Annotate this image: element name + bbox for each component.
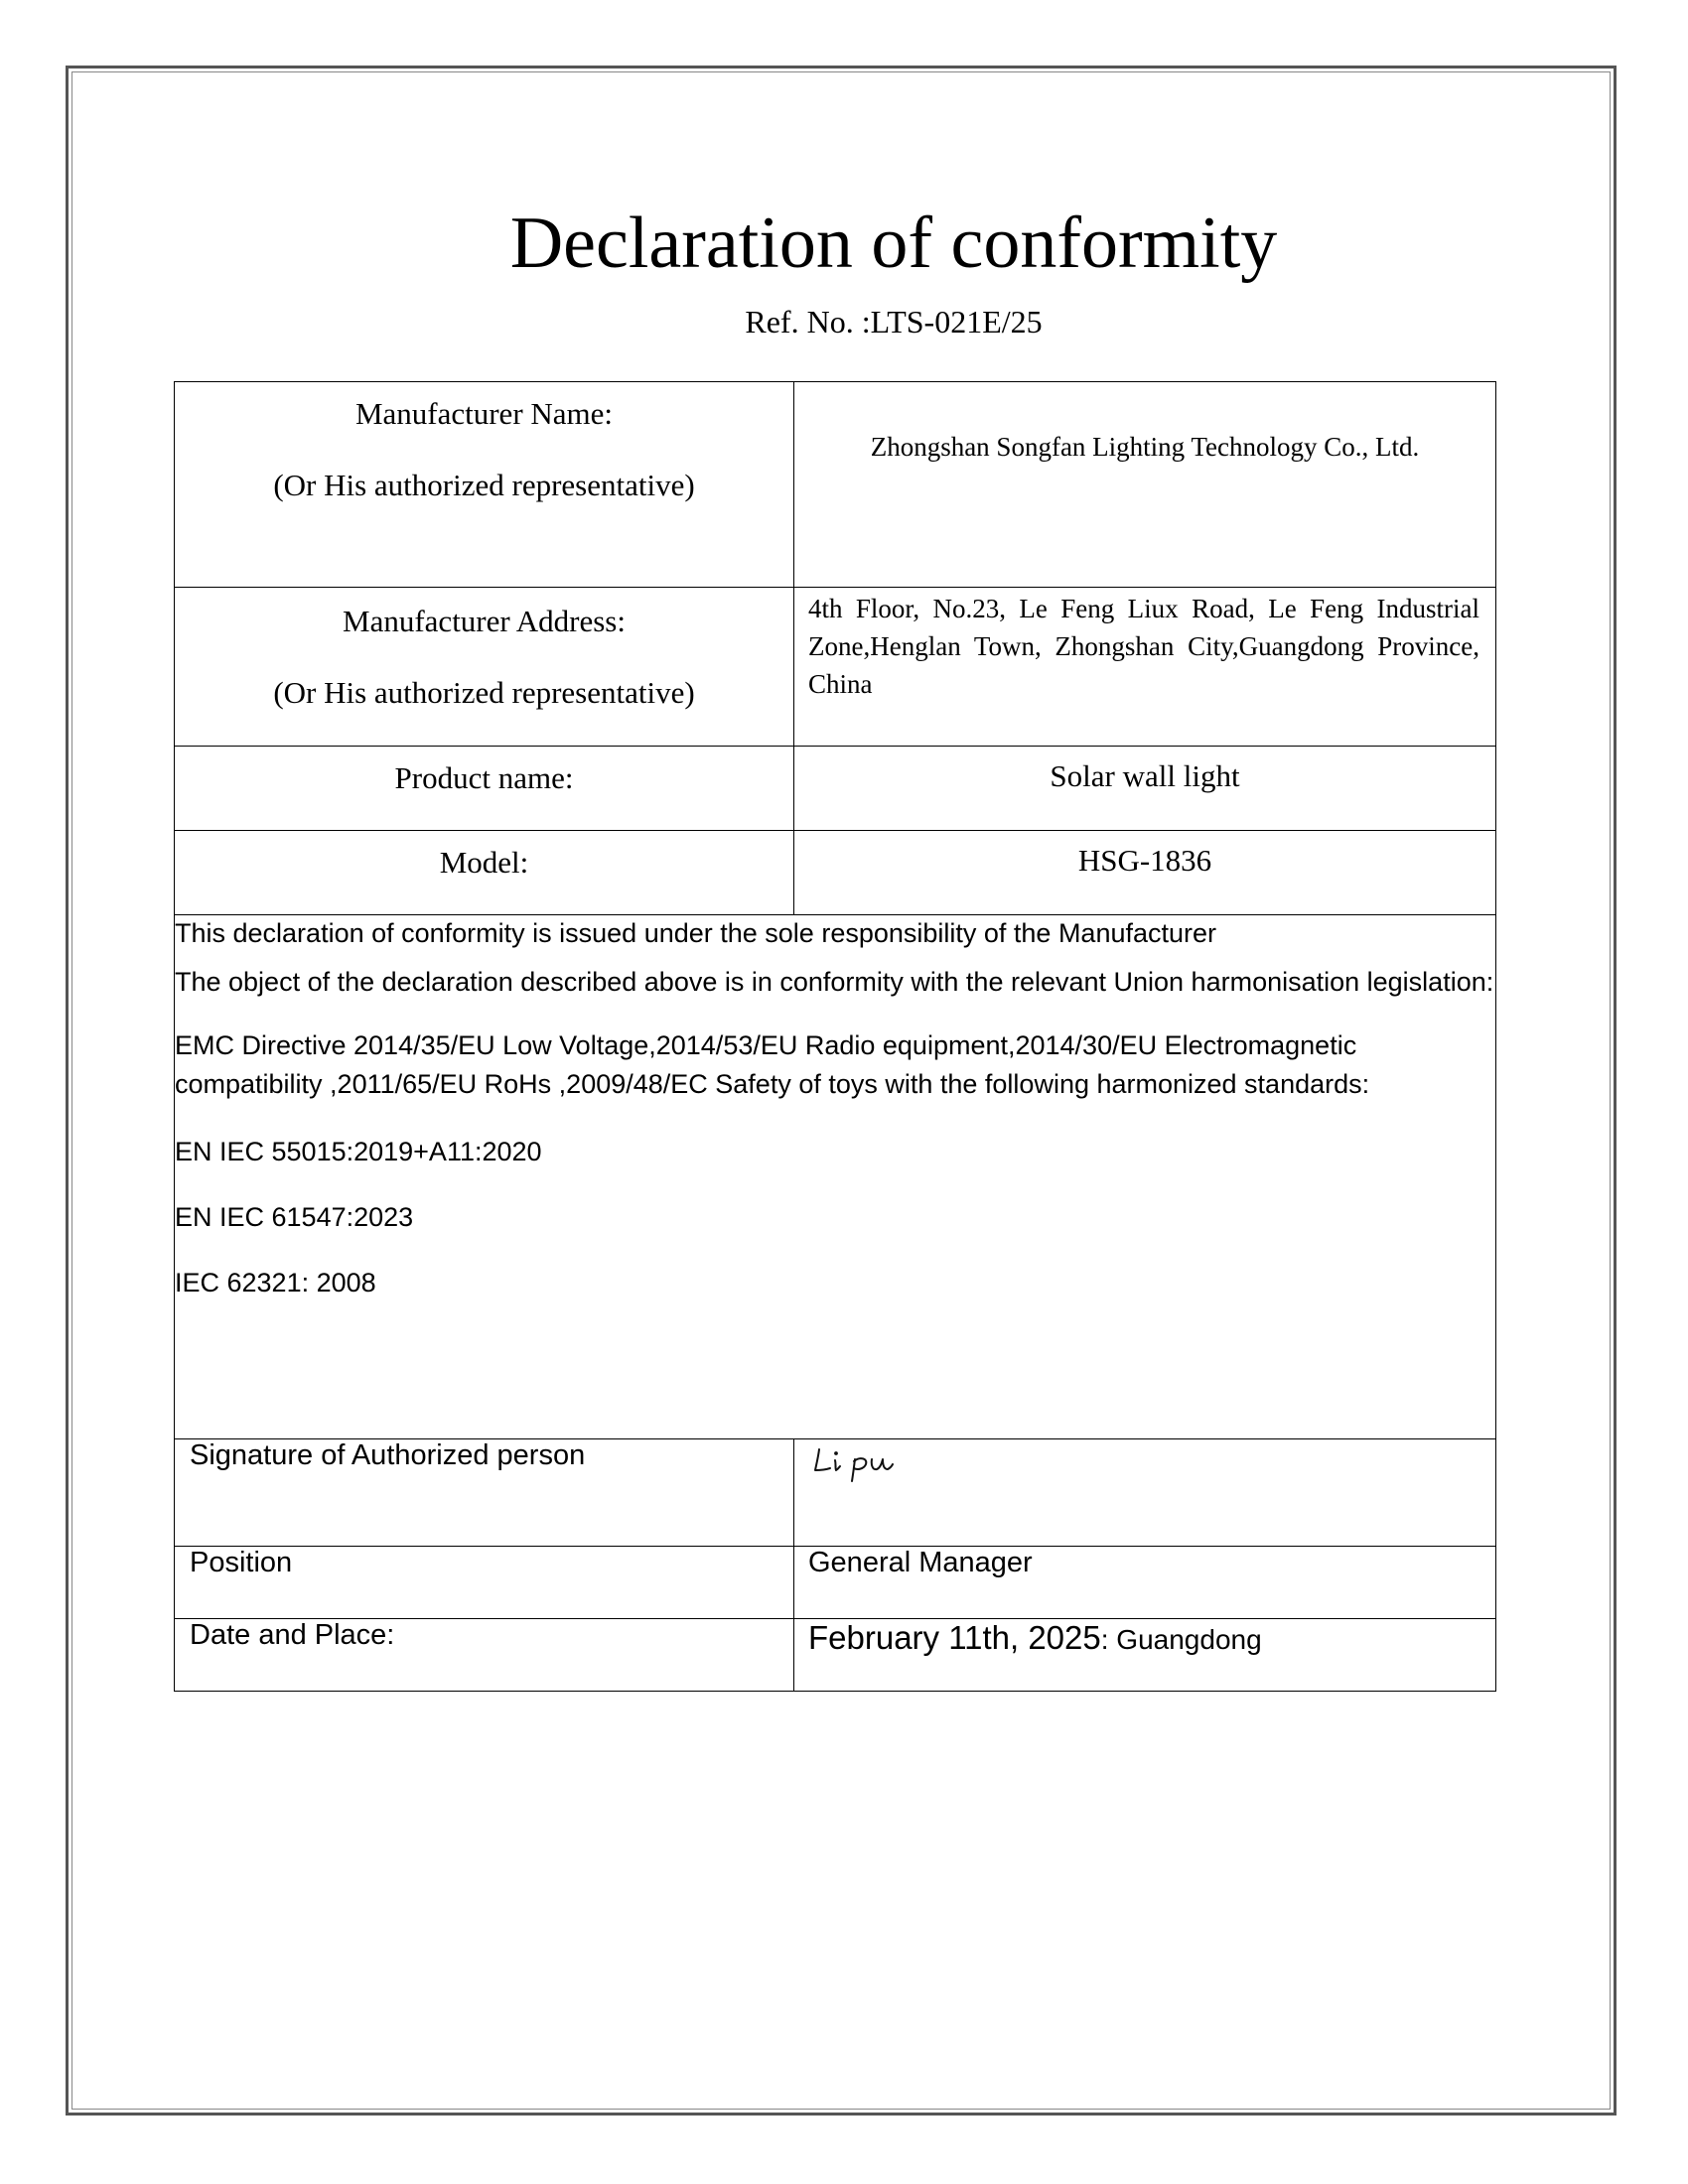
model-label: Model: — [175, 831, 794, 915]
standard-item: EN IEC 61547:2023 — [175, 1202, 414, 1232]
product-name-label: Product name: — [175, 747, 794, 831]
place-value: : Guangdong — [1100, 1624, 1262, 1655]
reference-value: LTS-021E/25 — [870, 304, 1043, 340]
handwritten-signature — [810, 1439, 919, 1488]
manufacturer-name-label-cell — [175, 382, 794, 588]
declaration-responsibility-text: This declaration of conformity is issued under the sole responsibility of the Manufacturer — [175, 918, 1217, 948]
product-name-value: Solar wall light — [794, 747, 1496, 831]
document-title: Declaration of conformity — [509, 203, 1278, 284]
position-row — [175, 1547, 1496, 1619]
signature-cell — [794, 1439, 1496, 1547]
manufacturer-address-label-cell — [175, 588, 794, 747]
manufacturer-address-row — [175, 588, 1496, 747]
manufacturer-name-row — [175, 382, 1496, 588]
signature-label: Signature of Authorized person — [175, 1439, 794, 1547]
reference-number — [0, 302, 1688, 341]
date-place-label: Date and Place: — [175, 1619, 794, 1692]
signature-row — [175, 1439, 1496, 1547]
authorized-representative-note: (Or His authorized representative) — [273, 675, 695, 710]
date-value: February 11th, 2025 — [808, 1619, 1101, 1656]
manufacturer-address-value: 4th Floor, No.23, Le Feng Liux Road, Le Feng Industrial Zone,Henglan Town, Zhongshan City,Guangdong Province, China — [794, 588, 1496, 747]
declaration-statement-cell — [175, 915, 1496, 1439]
position-label: Position — [175, 1547, 794, 1619]
product-name-row — [175, 747, 1496, 831]
standard-item: IEC 62321: 2008 — [175, 1268, 376, 1297]
date-place-value — [794, 1619, 1496, 1692]
position-value: General Manager — [794, 1547, 1496, 1619]
manufacturer-address-label: Manufacturer Address: — [343, 604, 626, 638]
directives-text: EMC Directive 2014/35/EU Low Voltage,2014/53/EU Radio equipment,2014/30/EU Electromagnetic compatibility ,2011/65/EU RoHs ,2009/48/EC Safety of toys with the following harmonized standards: — [175, 1030, 1370, 1099]
date-place-row — [175, 1619, 1496, 1692]
reference-label: Ref. No. : — [745, 304, 871, 340]
declaration-conformity-text: The object of the declaration described above is in conformity with the relevant Union harmonisation legislation: — [175, 967, 1494, 997]
authorized-representative-note: (Or His authorized representative) — [273, 468, 695, 502]
model-row — [175, 831, 1496, 915]
standard-item: EN IEC 55015:2019+A11:2020 — [175, 1137, 542, 1166]
manufacturer-name-label: Manufacturer Name: — [354, 396, 614, 431]
model-value: HSG-1836 — [794, 831, 1496, 915]
declaration-statement-row — [175, 915, 1496, 1439]
declaration-table — [174, 381, 1496, 1692]
signature-image — [810, 1439, 919, 1483]
manufacturer-name-value: Zhongshan Songfan Lighting Technology Co., Ltd. — [794, 382, 1496, 588]
